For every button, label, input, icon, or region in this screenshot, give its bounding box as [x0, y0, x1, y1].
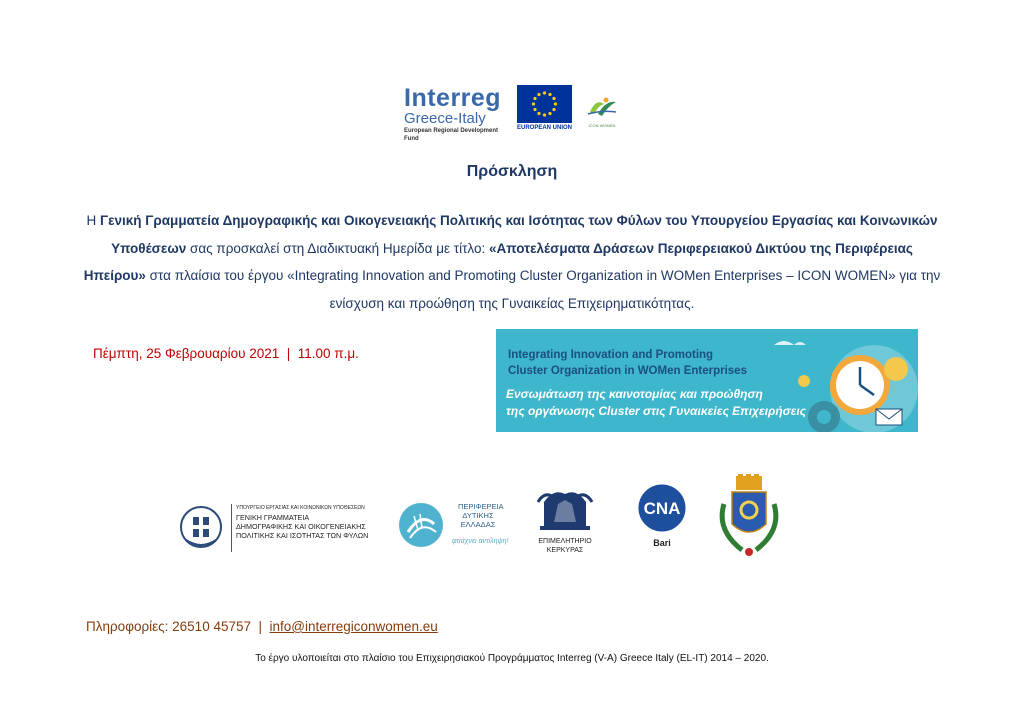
- invitation-text: [80, 207, 944, 317]
- banner-line-2: Cluster Organization in WOMen Enterprises: [508, 365, 747, 377]
- chamber-logo: [530, 482, 600, 562]
- eu-flag-icon: [517, 85, 572, 123]
- event-date: Πέμπτη, 25 Φεβρουαρίου 2021 | 11.00 π.μ.: [93, 346, 359, 361]
- bari-crest-logo: [716, 474, 782, 562]
- region-emblem-icon: [398, 502, 444, 548]
- project-banner: [496, 329, 918, 432]
- contact-label: Πληροφορίες: 26510 45757 |: [86, 619, 270, 634]
- cna-text: CNA: [643, 499, 681, 518]
- region-line-2: ΔΥΤΙΚΗΣ: [462, 511, 494, 520]
- ministry-logo: [178, 498, 378, 556]
- body-bold-2: «Αποτελέσματα Δράσεων Περιφερειακού Δικτύου της Περιφέρειας Ηπείρου»: [83, 240, 913, 283]
- footer-note: Το έργο υλοποιείται στο πλαίσιο του Επιχειρησιακού Προγράμματος Interreg (V-A) Greece Italy (EL-IT) 2014 – 2020.: [255, 653, 769, 664]
- interreg-program: Greece-Italy: [404, 110, 486, 127]
- region-logo: [398, 502, 528, 552]
- eu-logo: [517, 85, 572, 131]
- lion-crest-icon: [534, 482, 596, 532]
- icon-women-logo: [584, 94, 620, 128]
- body-bold-1: Γενική Γραμματεία Δημογραφικής και Οικογενειακής Πολιτικής και Ισότητας των Φύλων του Υπουργείου Εργασίας και Κοινωνικών Υποθέσεων: [99, 213, 938, 256]
- contact-email-link[interactable]: info@interregiconwomen.eu: [269, 619, 438, 634]
- cna-emblem-icon: [636, 483, 688, 533]
- banner-line-3: Ενσωμάτωση της καινοτομίας και προώθηση: [506, 387, 763, 401]
- ministry-small: ΥΠΟΥΡΓΕΙΟ ΕΡΓΑΣΙΑΣ ΚΑΙ ΚΟΙΝΩΝΙΚΩΝ ΥΠΟΘΕΣΕΩΝ: [236, 505, 365, 511]
- cna-city: Bari: [653, 538, 671, 548]
- eu-label: EUROPEAN UNION: [517, 125, 573, 131]
- bari-crest-icon: [716, 474, 782, 562]
- region-line-3: ΕΛΛΑΔΑΣ: [460, 520, 496, 529]
- region-line-1: ΠΕΡΙΦΕΡΕΙΑ: [458, 502, 504, 511]
- region-text: [458, 502, 504, 529]
- icon-women-label: ICON WOMEN: [588, 123, 616, 128]
- greek-emblem-icon: [178, 502, 224, 552]
- ministry-text: [236, 504, 368, 540]
- banner-illustration-icon: [764, 329, 918, 432]
- body-text-1: Η: [86, 213, 100, 228]
- body-text-2: σας προσκαλεί στη Διαδικτυακή Ημερίδα με τίτλο:: [186, 240, 489, 256]
- interreg-logo: [404, 86, 510, 143]
- interreg-fund: European Regional Development Fund: [404, 128, 499, 142]
- chamber-line-1: ΕΠΙΜΕΛΗΤΗΡΙΟ: [538, 538, 592, 545]
- contact-info: [86, 619, 438, 634]
- chamber-line-2: ΚΕΡΚΥΡΑΣ: [546, 547, 584, 554]
- ministry-line-3: ΠΟΛΙΤΙΚΗΣ ΚΑΙ ΙΣΟΤΗΤΑΣ ΤΩΝ ΦΥΛΩΝ: [236, 531, 369, 540]
- banner-line-4: της οργάνωσης Cluster στις Γυναικείες Επιχειρήσεις: [506, 404, 807, 418]
- body-text-3: στα πλαίσια του έργου «Integrating Innovation and Promoting Cluster Organization in WOMen Enterprises – ICON WOMEN» για την ενίσχυση και προώθηση της Γυναικείας Επιχειρηματικότητας.: [145, 268, 941, 311]
- cna-logo: [636, 483, 688, 547]
- banner-line-1: Integrating Innovation and Promoting: [508, 349, 714, 361]
- ministry-line-2: ΔΗΜΟΓΡΑΦΙΚΗΣ ΚΑΙ ΟΙΚΟΓΕΝΕΙΑΚΗΣ: [236, 522, 366, 531]
- ministry-divider: [231, 504, 232, 552]
- page-title: Πρόσκληση: [466, 163, 558, 180]
- ministry-line-1: ΓΕΝΙΚΗ ΓΡΑΜΜΑΤΕΙΑ: [236, 513, 310, 522]
- region-slogan: φτιάχνει αντίληψη!: [452, 538, 509, 545]
- interreg-brand: Interreg: [404, 84, 502, 112]
- icon-women-icon: [584, 94, 620, 118]
